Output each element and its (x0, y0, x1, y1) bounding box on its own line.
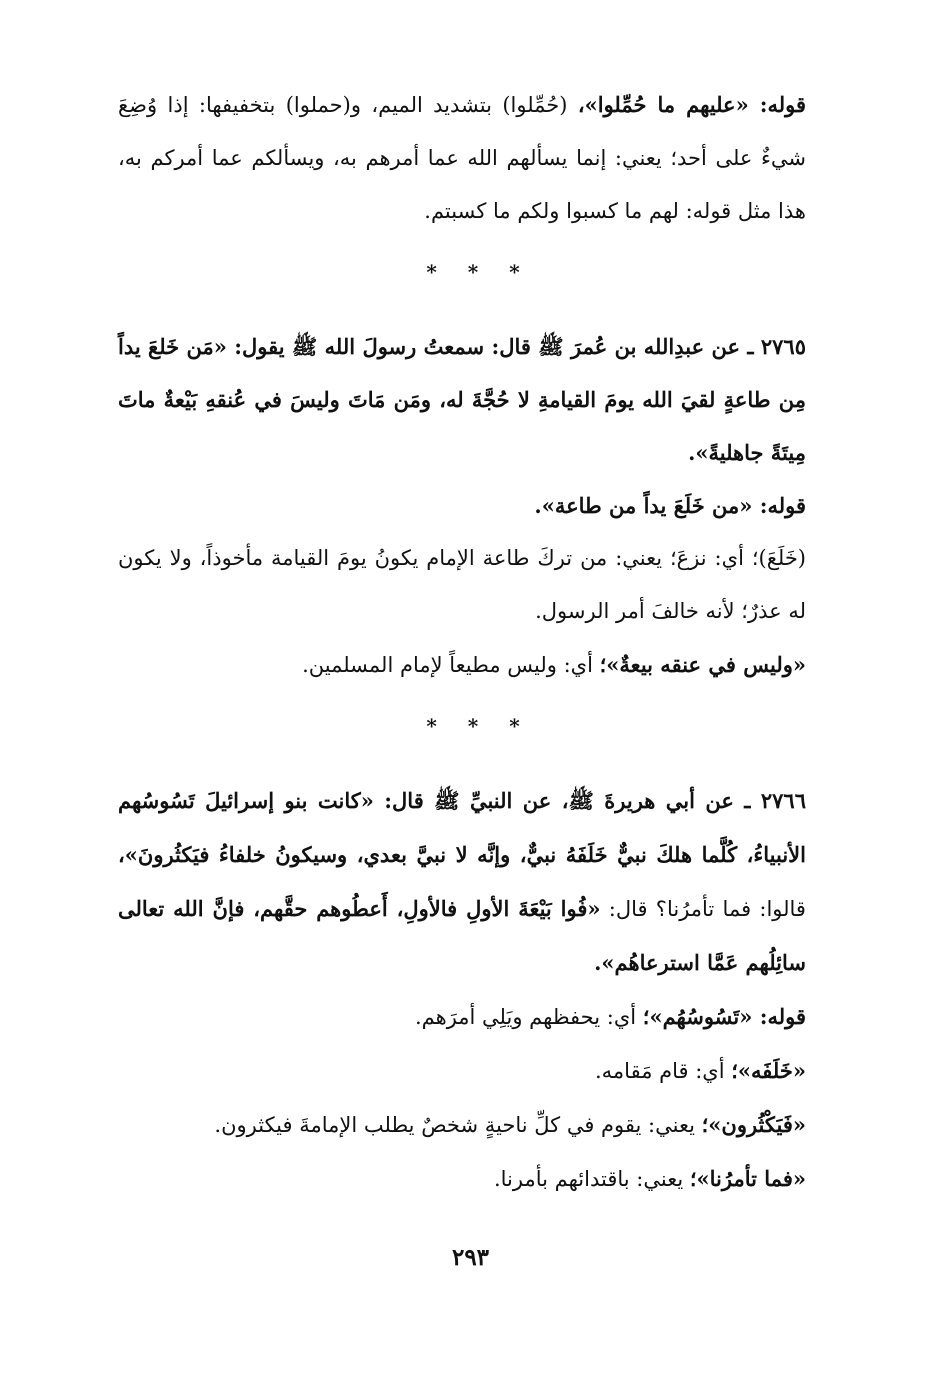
hadith-mid-text: قالوا: فما تأمرُنا؟ قال: (600, 897, 806, 921)
gloss-text: أي: يحفظهم ويَلِي أمرَهم. (414, 1005, 643, 1029)
commentary-paragraph (118, 78, 840, 238)
gloss-heading: قوله: «من خَلَعَ يداً من طاعة». (534, 493, 806, 518)
gloss-text: أي: نزعَ؛ يعني: من تركَ طاعة الإمام يكونُ يومَ القيامة مأخوذاً، ولا يكون له عذرٌ؛ لأنه خالفَ أمر الرسول. (118, 546, 806, 623)
gloss-lead: «فَيَكْثُرون»؛ (701, 1112, 806, 1137)
gloss-text: أي: قام مَقامه. (594, 1059, 732, 1083)
section-separator: * * * (426, 260, 532, 284)
gloss-text: (حُمِّلوا) بتشديد الميم، و(حملوا) بتخفيفها: إذا وُضِعَ شيءٌ على أحد؛ يعني: إنما يسألهم الله عما أمرهم به، ويسألكم عما أمركم به، هذا مثل قوله: لهم ما كسبوا ولكم ما كسبتم. (118, 93, 806, 223)
gloss-lead: قوله: «تَسُوسُهُم»؛ (642, 1004, 806, 1029)
section-separator: * * * (426, 714, 532, 738)
gloss-paragraph (118, 532, 840, 638)
gloss-paragraph (118, 1044, 840, 1098)
gloss-paragraph (118, 638, 840, 692)
gloss-paragraph (118, 1152, 840, 1206)
gloss-paragraph (118, 990, 840, 1044)
gloss-text: يعني: يقوم في كلِّ ناحيةٍ شخصٌ يطلب الإمامةَ فيكثرون. (214, 1113, 702, 1137)
page-body (118, 78, 840, 1206)
gloss-lead: «خَلَفَه»؛ (731, 1058, 806, 1083)
hadith-text: ٢٧٦٦ ـ عن أبي هريرةَ ﷺ، عن النبيِّ ﷺ قال: «كانت بنو إسرائيلَ تَسُوسُهم الأنبياءُ، كُلَّما هلكَ نبيٌّ خَلَفَهُ نبيٌّ، وإنَّه لا نبيَّ بعدي، وسيكونُ خلفاءُ فيَكثُرونَ»، (118, 788, 806, 867)
gloss-paragraph (118, 1098, 840, 1152)
hadith-2766 (118, 774, 840, 990)
gloss-lead: «فما تأمرُنا»؛ (689, 1166, 806, 1191)
gloss-text: يعني: باقتدائهم بأمرنا. (493, 1167, 690, 1191)
gloss-lead: قوله: «عليهم ما حُمِّلوا»، (577, 92, 806, 117)
hadith-text-continued: «فُوا بَيْعَةَ الأولِ فالأولِ، أَعطُوهم حقَّهم، فإنَّ الله تعالى سائِلُهم عَمَّا استرعاهُم». (118, 896, 806, 975)
gloss-lead: «وليس في عنقه بيعةٌ»؛ (599, 652, 806, 677)
gloss-text: أي: وليس مطيعاً لإمام المسلمين. (302, 653, 600, 677)
page-number: ٢٩٣ (451, 1244, 490, 1271)
gloss-lead: (خَلَعَ)؛ (751, 546, 806, 570)
hadith-2765: ٢٧٦٥ ـ عن عبدِالله بن عُمرَ ﷺ قال: سمعتُ رسولَ الله ﷺ يقول: «مَن خَلعَ يداً مِن طاعةٍ لقيَ الله يومَ القيامةِ لا حُجَّةَ له، ومَن مَاتَ وليسَ في عُنقهِ بَيْعةٌ ماتَ مِيتَةً جاهليةً». (118, 334, 806, 465)
